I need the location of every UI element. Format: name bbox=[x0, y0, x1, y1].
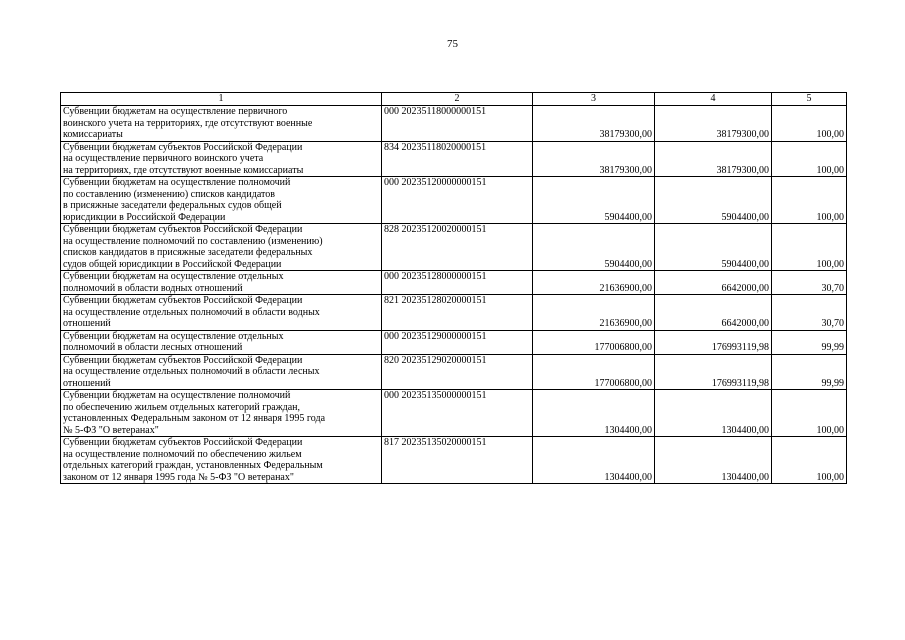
table-row bbox=[61, 141, 847, 177]
budget-table bbox=[60, 92, 847, 484]
row-name-cell: Субвенции бюджетам на осуществление полномочий по составлению (изменению) списков кандидатов в присяжные заседатели федеральных судов общей юрисдикции в Российской Федерации bbox=[61, 177, 382, 224]
table-header bbox=[61, 93, 847, 106]
row-plan-cell: 21636900,00 bbox=[533, 295, 655, 331]
row-actual-cell: 6642000,00 bbox=[655, 271, 772, 295]
row-actual-cell: 38179300,00 bbox=[655, 141, 772, 177]
header-col-percent: 5 bbox=[772, 93, 847, 106]
row-code-cell: 834 20235118020000151 bbox=[382, 141, 533, 177]
row-percent-cell: 100,00 bbox=[772, 437, 847, 484]
row-percent-cell: 100,00 bbox=[772, 177, 847, 224]
row-code-cell: 000 20235118000000151 bbox=[382, 106, 533, 142]
row-actual-cell: 5904400,00 bbox=[655, 177, 772, 224]
row-plan-cell: 177006800,00 bbox=[533, 330, 655, 354]
row-percent-cell: 100,00 bbox=[772, 390, 847, 437]
row-code-cell: 000 20235128000000151 bbox=[382, 271, 533, 295]
row-plan-cell: 177006800,00 bbox=[533, 354, 655, 390]
page-number: 75 bbox=[447, 38, 458, 50]
table-row bbox=[61, 330, 847, 354]
table-row bbox=[61, 295, 847, 331]
row-actual-cell: 176993119,98 bbox=[655, 330, 772, 354]
table-body bbox=[61, 106, 847, 484]
row-name-cell: Субвенции бюджетам на осуществление отдельных полномочий в области лесных отношений bbox=[61, 330, 382, 354]
row-name-cell: Субвенции бюджетам субъектов Российской Федерации на осуществление первичного воинского учета на территориях, где отсутствуют военные комиссариаты bbox=[61, 141, 382, 177]
table-row bbox=[61, 437, 847, 484]
table-row bbox=[61, 271, 847, 295]
row-plan-cell: 5904400,00 bbox=[533, 177, 655, 224]
row-actual-cell: 1304400,00 bbox=[655, 437, 772, 484]
row-code-cell: 817 20235135020000151 bbox=[382, 437, 533, 484]
row-code-cell: 820 20235129020000151 bbox=[382, 354, 533, 390]
row-name-cell: Субвенции бюджетам субъектов Российской Федерации на осуществление отдельных полномочий в области лесных отношений bbox=[61, 354, 382, 390]
row-code-cell: 828 20235120020000151 bbox=[382, 224, 533, 271]
row-plan-cell: 38179300,00 bbox=[533, 106, 655, 142]
row-percent-cell: 99,99 bbox=[772, 354, 847, 390]
row-name-cell: Субвенции бюджетам субъектов Российской Федерации на осуществление полномочий по обеспечению жильем отдельных категорий граждан, установленных Федеральным законом от 12 января 1995 года № 5-ФЗ "О ветеранах" bbox=[61, 437, 382, 484]
row-name-cell: Субвенции бюджетам на осуществление отдельных полномочий в области водных отношений bbox=[61, 271, 382, 295]
table-row bbox=[61, 106, 847, 142]
header-col-code: 2 bbox=[382, 93, 533, 106]
row-actual-cell: 1304400,00 bbox=[655, 390, 772, 437]
row-code-cell: 000 20235129000000151 bbox=[382, 330, 533, 354]
header-col-actual: 4 bbox=[655, 93, 772, 106]
row-code-cell: 000 20235120000000151 bbox=[382, 177, 533, 224]
row-name-cell: Субвенции бюджетам на осуществление первичного воинского учета на территориях, где отсутствуют военные комиссариаты bbox=[61, 106, 382, 142]
row-actual-cell: 6642000,00 bbox=[655, 295, 772, 331]
row-percent-cell: 30,70 bbox=[772, 295, 847, 331]
row-percent-cell: 30,70 bbox=[772, 271, 847, 295]
row-actual-cell: 5904400,00 bbox=[655, 224, 772, 271]
row-name-cell: Субвенции бюджетам на осуществление полномочий по обеспечению жильем отдельных категорий граждан, установленных Федеральным законом от 12 января 1995 года № 5-ФЗ "О ветеранах" bbox=[61, 390, 382, 437]
row-percent-cell: 100,00 bbox=[772, 141, 847, 177]
row-actual-cell: 176993119,98 bbox=[655, 354, 772, 390]
table-row bbox=[61, 177, 847, 224]
row-plan-cell: 38179300,00 bbox=[533, 141, 655, 177]
row-code-cell: 000 20235135000000151 bbox=[382, 390, 533, 437]
row-actual-cell: 38179300,00 bbox=[655, 106, 772, 142]
header-row bbox=[61, 93, 847, 106]
table-row bbox=[61, 354, 847, 390]
row-percent-cell: 100,00 bbox=[772, 106, 847, 142]
row-plan-cell: 1304400,00 bbox=[533, 437, 655, 484]
row-plan-cell: 21636900,00 bbox=[533, 271, 655, 295]
row-name-cell: Субвенции бюджетам субъектов Российской Федерации на осуществление полномочий по составлению (изменению) списков кандидатов в присяжные заседатели федеральных судов общей юрисдикции в Российской Федерации bbox=[61, 224, 382, 271]
row-plan-cell: 5904400,00 bbox=[533, 224, 655, 271]
header-col-plan: 3 bbox=[533, 93, 655, 106]
row-plan-cell: 1304400,00 bbox=[533, 390, 655, 437]
row-code-cell: 821 20235128020000151 bbox=[382, 295, 533, 331]
table-row bbox=[61, 390, 847, 437]
row-percent-cell: 99,99 bbox=[772, 330, 847, 354]
table-row bbox=[61, 224, 847, 271]
row-percent-cell: 100,00 bbox=[772, 224, 847, 271]
row-name-cell: Субвенции бюджетам субъектов Российской Федерации на осуществление отдельных полномочий в области водных отношений bbox=[61, 295, 382, 331]
header-col-name: 1 bbox=[61, 93, 382, 106]
